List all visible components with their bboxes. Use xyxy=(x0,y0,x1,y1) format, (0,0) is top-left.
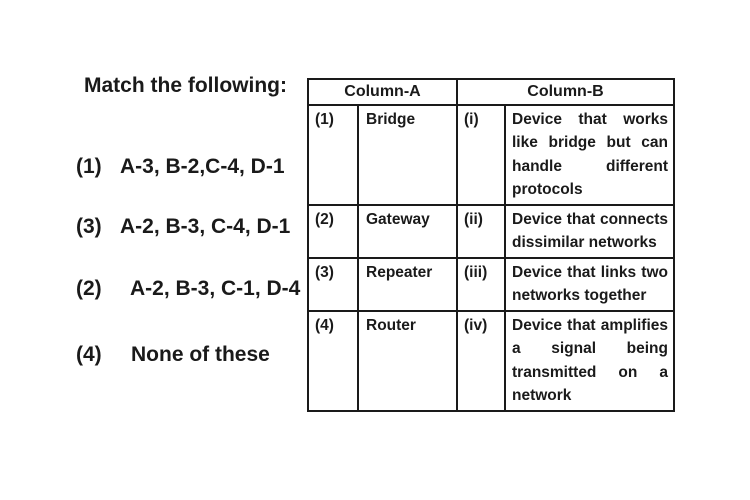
description-line: handle different xyxy=(512,157,668,175)
option-number: (3) xyxy=(76,215,102,238)
option-text: A-3, B-2,C-4, D-1 xyxy=(120,155,285,178)
column-b-description xyxy=(505,311,674,411)
column-a-item: Bridge xyxy=(358,105,457,205)
option-text: A-2, B-3, C-1, D-4 xyxy=(130,277,301,300)
answer-option-1[interactable] xyxy=(76,155,285,179)
description-line: a signal being xyxy=(512,340,668,357)
column-b-number: (iv) xyxy=(457,311,505,411)
description-line: transmitted on a xyxy=(512,363,668,381)
column-b-number: (ii) xyxy=(457,205,505,258)
option-number: (4) xyxy=(76,343,102,366)
description-line: Device that amplifies xyxy=(512,316,668,334)
column-a-item: Repeater xyxy=(358,258,457,311)
column-b-description xyxy=(505,258,674,311)
column-b-description xyxy=(505,205,674,258)
option-text: A-2, B-3, C-4, D-1 xyxy=(120,215,291,238)
description-line: protocols xyxy=(512,181,583,198)
column-a-number: (3) xyxy=(308,258,358,311)
column-b-number: (iii) xyxy=(457,258,505,311)
table-row xyxy=(308,105,674,205)
description-line: like bridge but can xyxy=(512,134,668,151)
column-a-header: Column-A xyxy=(308,79,457,105)
description-line: network xyxy=(512,387,572,404)
column-b-header: Column-B xyxy=(457,79,674,105)
answer-option-2[interactable] xyxy=(76,277,300,301)
column-a-item: Gateway xyxy=(358,205,457,258)
column-a-item: Router xyxy=(358,311,457,411)
answer-option-4[interactable] xyxy=(76,343,270,367)
table-row xyxy=(308,205,674,258)
description-line: dissimilar networks xyxy=(512,234,657,251)
option-text: None of these xyxy=(131,343,270,366)
matching-table xyxy=(307,78,675,412)
description-line: Device that connects xyxy=(512,210,668,228)
description-line: Device that links two xyxy=(512,263,668,281)
option-number: (1) xyxy=(76,155,102,178)
column-a-number: (2) xyxy=(308,205,358,258)
answer-option-3[interactable] xyxy=(76,215,290,239)
column-b-description xyxy=(505,105,674,205)
table-row xyxy=(308,258,674,311)
description-line: networks together xyxy=(512,287,647,304)
column-b-number: (i) xyxy=(457,105,505,205)
table-header-row xyxy=(308,79,674,105)
column-a-number: (1) xyxy=(308,105,358,205)
column-a-number: (4) xyxy=(308,311,358,411)
question-title: Match the following: xyxy=(84,74,287,97)
table-row xyxy=(308,311,674,411)
option-number: (2) xyxy=(76,277,102,300)
description-line: Device that works xyxy=(512,110,668,128)
